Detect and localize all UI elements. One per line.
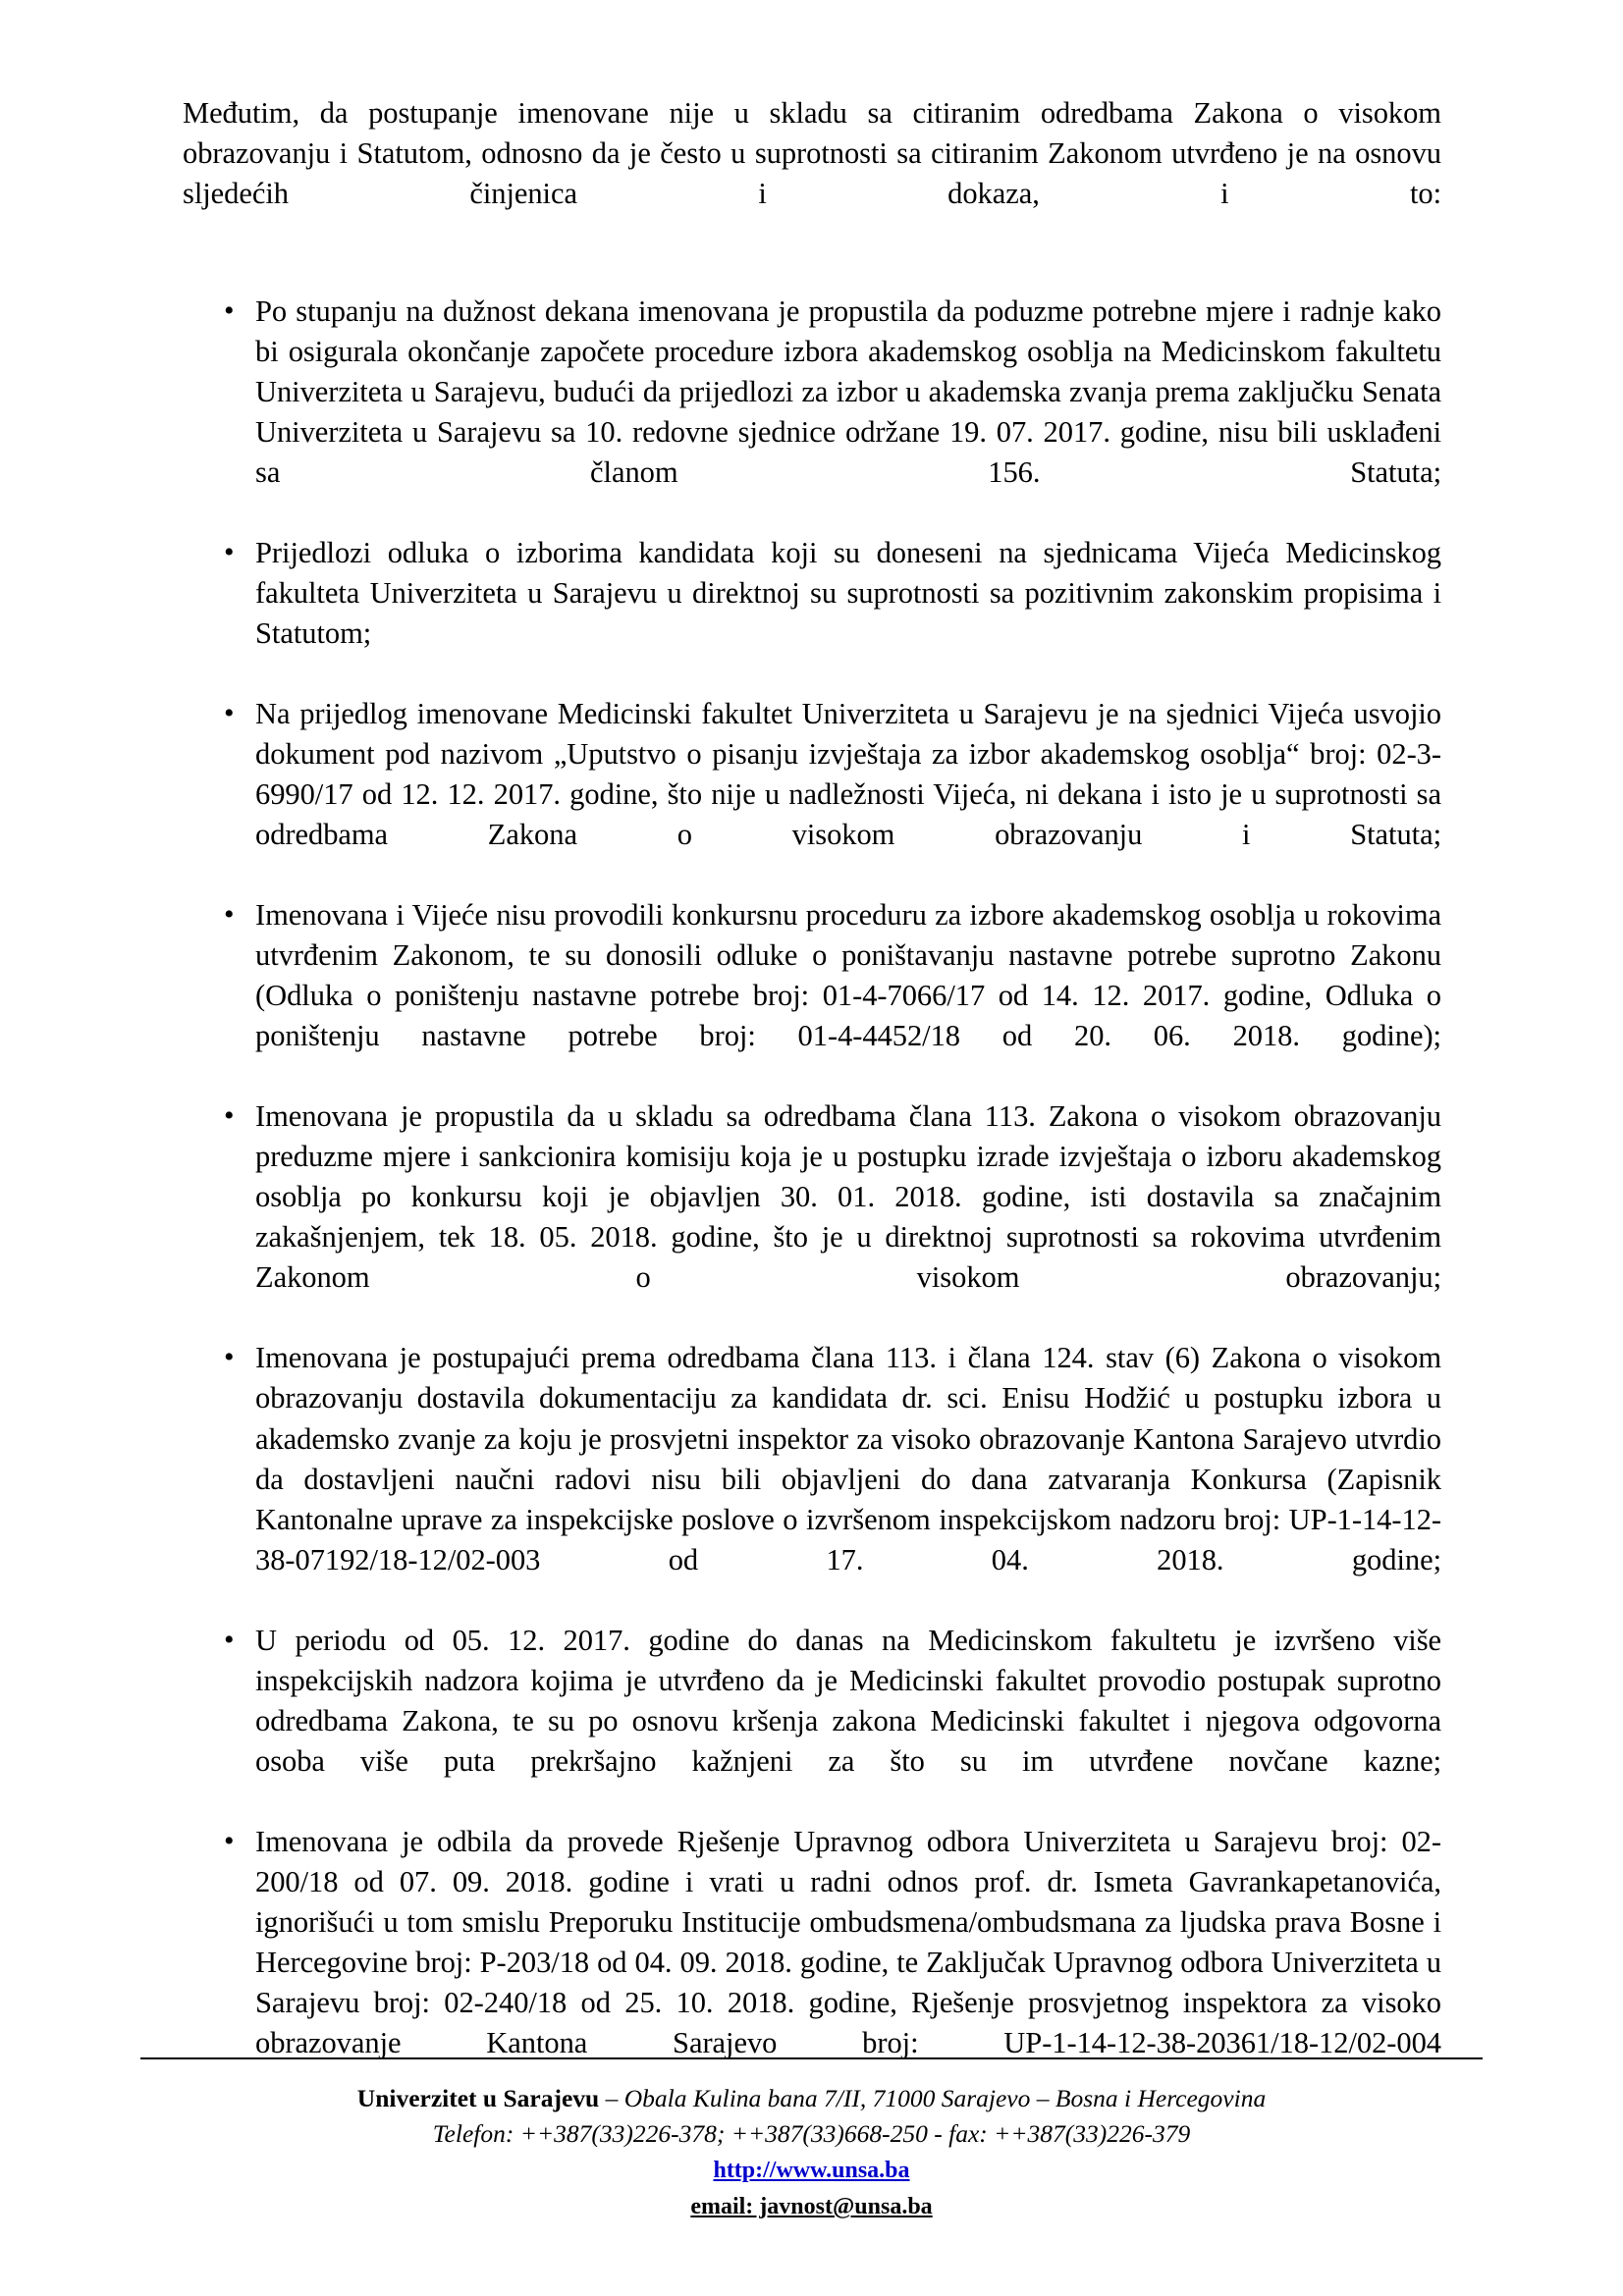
- intro-paragraph: Međutim, da postupanje imenovane nije u skladu sa citiranim odredbama Zakona o visokom obrazovanju i Statutom, odnosno da je često u suprotnosti sa citiranim Zakonom utvrđeno je na osnovu sljedećih činjenica i dokaza, i to:: [183, 96, 1441, 211]
- email-link[interactable]: email: javnost@unsa.ba: [690, 2194, 933, 2220]
- list-item-text: Na prijedlog imenovane Medicinski fakultet Univerziteta u Sarajevu je na sjednici Vijeća usvojio dokument pod nazivom „Uputstvo o pisanju izvještaja za izbor akademskog osoblja“ broj: 02-3-6990/17 od 12. 12. 2017. godine, što nije u nadležnosti Vijeća, ni dekana i isto je u suprotnosti sa odredbama Zakona o visokom obrazovanju i Statuta;: [255, 697, 1441, 852]
- list-item: [183, 694, 1441, 895]
- website-link[interactable]: http://www.unsa.ba: [713, 2158, 910, 2184]
- footer-address: – Obala Kulina bana 7/II, 71000 Sarajevo – Bosna i Hercegovina: [599, 2084, 1267, 2112]
- bullet-point-icon: •: [224, 1824, 235, 1857]
- list-item: [183, 292, 1441, 533]
- footer-address-line: [0, 2083, 1623, 2113]
- footer-phone-text: Telefon: ++387(33)226-378; ++387(33)668-250 - fax: ++387(33)226-379: [432, 2119, 1191, 2149]
- list-item-text: Imenovana i Vijeće nisu provodili konkursnu proceduru za izbore akademskog osoblja u rokovima utvrđenim Zakonom, te su donosili odluke o poništavanju nastavne potrebe suprotno Zakonu (Odluka o poništenju nastavne potrebe broj: 01-4-7066/17 od 14. 12. 2017. godine, Odluka o poništenju nastavne potrebe broj: 01-4-4452/18 od 20. 06. 2018. godine);: [255, 898, 1441, 1053]
- page-footer: [0, 2057, 1623, 2222]
- list-item-text: Imenovana je propustila da u skladu sa odredbama člana 113. Zakona o visokom obrazovanju preduzme mjere i sankcionira komisiju koja je u postupku izrade izvještaja o izboru akademskog osoblja po konkursu koji je objavljen 30. 01. 2018. godine, isti dostavila sa značajnim zakašnjenjem, tek 18. 05. 2018. godine, što je u direktnoj suprotnosti sa rokovima utvrđenim Zakonom o visokom obrazovanju;: [255, 1099, 1441, 1295]
- footer-divider: [140, 2057, 1483, 2059]
- footer-organization-name: Univerzitet u Sarajevu: [356, 2084, 600, 2112]
- bullet-point-icon: •: [224, 1623, 235, 1656]
- list-item-text: Imenovana je odbila da provede Rješenje Upravnog odbora Univerziteta u Sarajevu broj: 02-200/18 od 07. 09. 2018. godine i vrati u radni odnos prof. dr. Ismeta Gavrankapetanovića, ignorišući u tom smislu Preporuku Institucije ombudsmena/ombudsmana za ljudska prava Bosne i Hercegovine broj: P-203/18 od 04. 09. 2018. godine, te Zaključak Upravnog odbora Univerziteta u Sarajevu broj: 02-240/18 od 25. 10. 2018. godine, Rješenje prosvjetnog inspektora za visoko obrazovanje Kantona Sarajevo broj: UP-1-14-12-38-20361/18-12/02-004: [255, 1824, 1441, 2059]
- footer-email-line: [0, 2190, 1623, 2221]
- findings-bullet-list: [183, 292, 1441, 2104]
- list-item: [183, 533, 1441, 694]
- list-item-text: Prijedlozi odluka o izborima kandidata koji su doneseni na sjednicama Vijeća Medicinskog fakulteta Univerziteta u Sarajevu u direktnoj su suprotnosti sa pozitivnim zakonskim propisima i Statutom;: [255, 536, 1441, 651]
- bullet-point-icon: •: [224, 536, 235, 569]
- list-item: [183, 1621, 1441, 1822]
- document-body: [183, 93, 1441, 2104]
- footer-website-line: [0, 2154, 1623, 2185]
- list-item-text: Imenovana je postupajući prema odredbama člana 113. i člana 124. stav (6) Zakona o visokom obrazovanju dostavila dokumentaciju za kandidata dr. sci. Enisu Hodžić u postupku izbora u akademsko zvanje za koju je prosvjetni inspektor za visoko obrazovanje Kantona Sarajevo utvrdio da dostavljeni naučni radovi nisu bili objavljeni do dana zatvaranja Konkursa (Zapisnik Kantonalne uprave za inspekcijske poslove o izvršenom inspekcijskom nadzoru broj: UP-1-14-12-38-07192/18-12/02-003 od 17. 04. 2018. godine;: [255, 1341, 1441, 1576]
- list-item: [183, 895, 1441, 1096]
- footer-content: [0, 2083, 1623, 2222]
- list-item-text: U periodu od 05. 12. 2017. godine do danas na Medicinskom fakultetu je izvršeno više inspekcijskih nadzora kojima je utvrđeno da je Medicinski fakultet provodio postupak suprotno odredbama Zakona, te su po osnovu kršenja zakona Medicinski fakultet i njegova odgovorna osoba više puta prekršajno kažnjeni za što su im utvrđene novčane kazne;: [255, 1623, 1441, 1778]
- list-item-text: Po stupanju na dužnost dekana imenovana je propustila da poduzme potrebne mjere i radnje kako bi osigurala okončanje započete procedure izbora akademskog osoblja na Medicinskom fakultetu Univerziteta u Sarajevu, budući da prijedlozi za izbor u akademska zvanja prema zaključku Senata Univerziteta u Sarajevu sa 10. redovne sjednice održane 19. 07. 2017. godine, nisu bili usklađeni sa članom 156. Statuta;: [255, 294, 1441, 490]
- footer-phone-line: [0, 2118, 1623, 2149]
- bullet-point-icon: •: [224, 898, 235, 932]
- list-item: [183, 1338, 1441, 1620]
- list-item: [183, 1096, 1441, 1338]
- bullet-point-icon: •: [224, 1341, 235, 1374]
- bullet-point-icon: •: [224, 697, 235, 730]
- bullet-point-icon: •: [224, 1099, 235, 1133]
- bullet-point-icon: •: [224, 294, 235, 328]
